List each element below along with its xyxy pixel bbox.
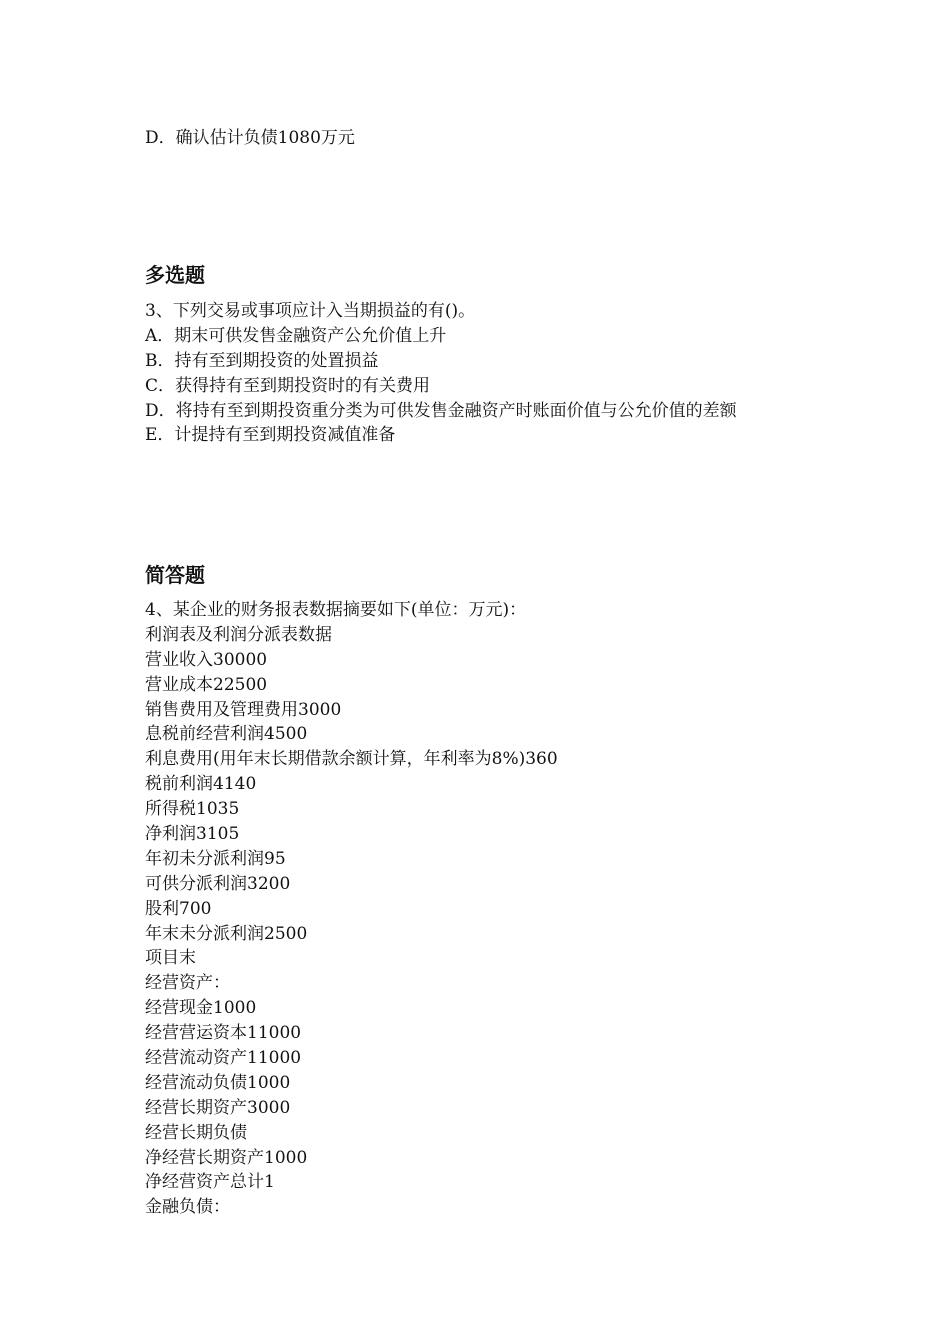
question-3-option-b: B．持有至到期投资的处置损益 bbox=[145, 350, 379, 371]
data-line: 利润表及利润分派表数据 bbox=[145, 624, 332, 645]
data-line: 利息费用(用年末长期借款余额计算，年利率为8%)360 bbox=[145, 749, 558, 770]
question-3-option-d: D．将持有至到期投资重分类为可供发售金融资产时账面价值与公允价值的差额 bbox=[145, 400, 737, 421]
data-line: 销售费用及管理费用3000 bbox=[145, 699, 342, 720]
question-3-option-e: E．计提持有至到期投资减值准备 bbox=[145, 425, 396, 446]
data-line: 年初未分派利润95 bbox=[145, 848, 286, 869]
data-line: 营业成本22500 bbox=[145, 674, 268, 695]
data-line: 所得税1035 bbox=[145, 799, 240, 820]
data-line: 股利700 bbox=[145, 898, 212, 919]
data-line: 经营流动负债1000 bbox=[145, 1072, 291, 1093]
data-line: 净利润3105 bbox=[145, 824, 240, 845]
q2-option-d: D．确认估计负债1080万元 bbox=[145, 128, 355, 148]
question-3-option-c: C．获得持有至到期投资时的有关费用 bbox=[145, 375, 431, 396]
data-line: 经营长期负债 bbox=[145, 1122, 247, 1143]
data-line: 净经营长期资产1000 bbox=[145, 1147, 308, 1168]
data-line: 可供分派利润3200 bbox=[145, 873, 291, 894]
data-line: 息税前经营利润4500 bbox=[145, 724, 308, 745]
data-line: 经营长期资产3000 bbox=[145, 1097, 291, 1118]
data-line: 项目末 bbox=[145, 948, 196, 969]
data-line: 经营流动资产11000 bbox=[145, 1048, 302, 1069]
data-line: 经营现金1000 bbox=[145, 998, 257, 1019]
data-line: 金融负债： bbox=[145, 1197, 230, 1218]
question-3-stem: 3、下列交易或事项应计入当期损益的有()。 bbox=[145, 301, 476, 321]
data-line: 营业收入30000 bbox=[145, 649, 268, 670]
multi-choice-question bbox=[145, 299, 737, 448]
data-line: 年末未分派利润2500 bbox=[145, 923, 308, 944]
short-answer-question bbox=[145, 598, 558, 1220]
data-line: 税前利润4140 bbox=[145, 774, 257, 795]
data-line: 经营营运资本11000 bbox=[145, 1023, 302, 1044]
question-3-option-a: A．期末可供发售金融资产公允价值上升 bbox=[145, 325, 447, 346]
data-line: 净经营资产总计1 bbox=[145, 1172, 275, 1193]
multi-choice-heading: 多选题 bbox=[145, 263, 205, 287]
short-answer-heading: 简答题 bbox=[145, 563, 205, 587]
question-4-stem: 4、某企业的财务报表数据摘要如下(单位：万元)： bbox=[145, 600, 527, 620]
data-line: 经营资产： bbox=[145, 973, 230, 994]
